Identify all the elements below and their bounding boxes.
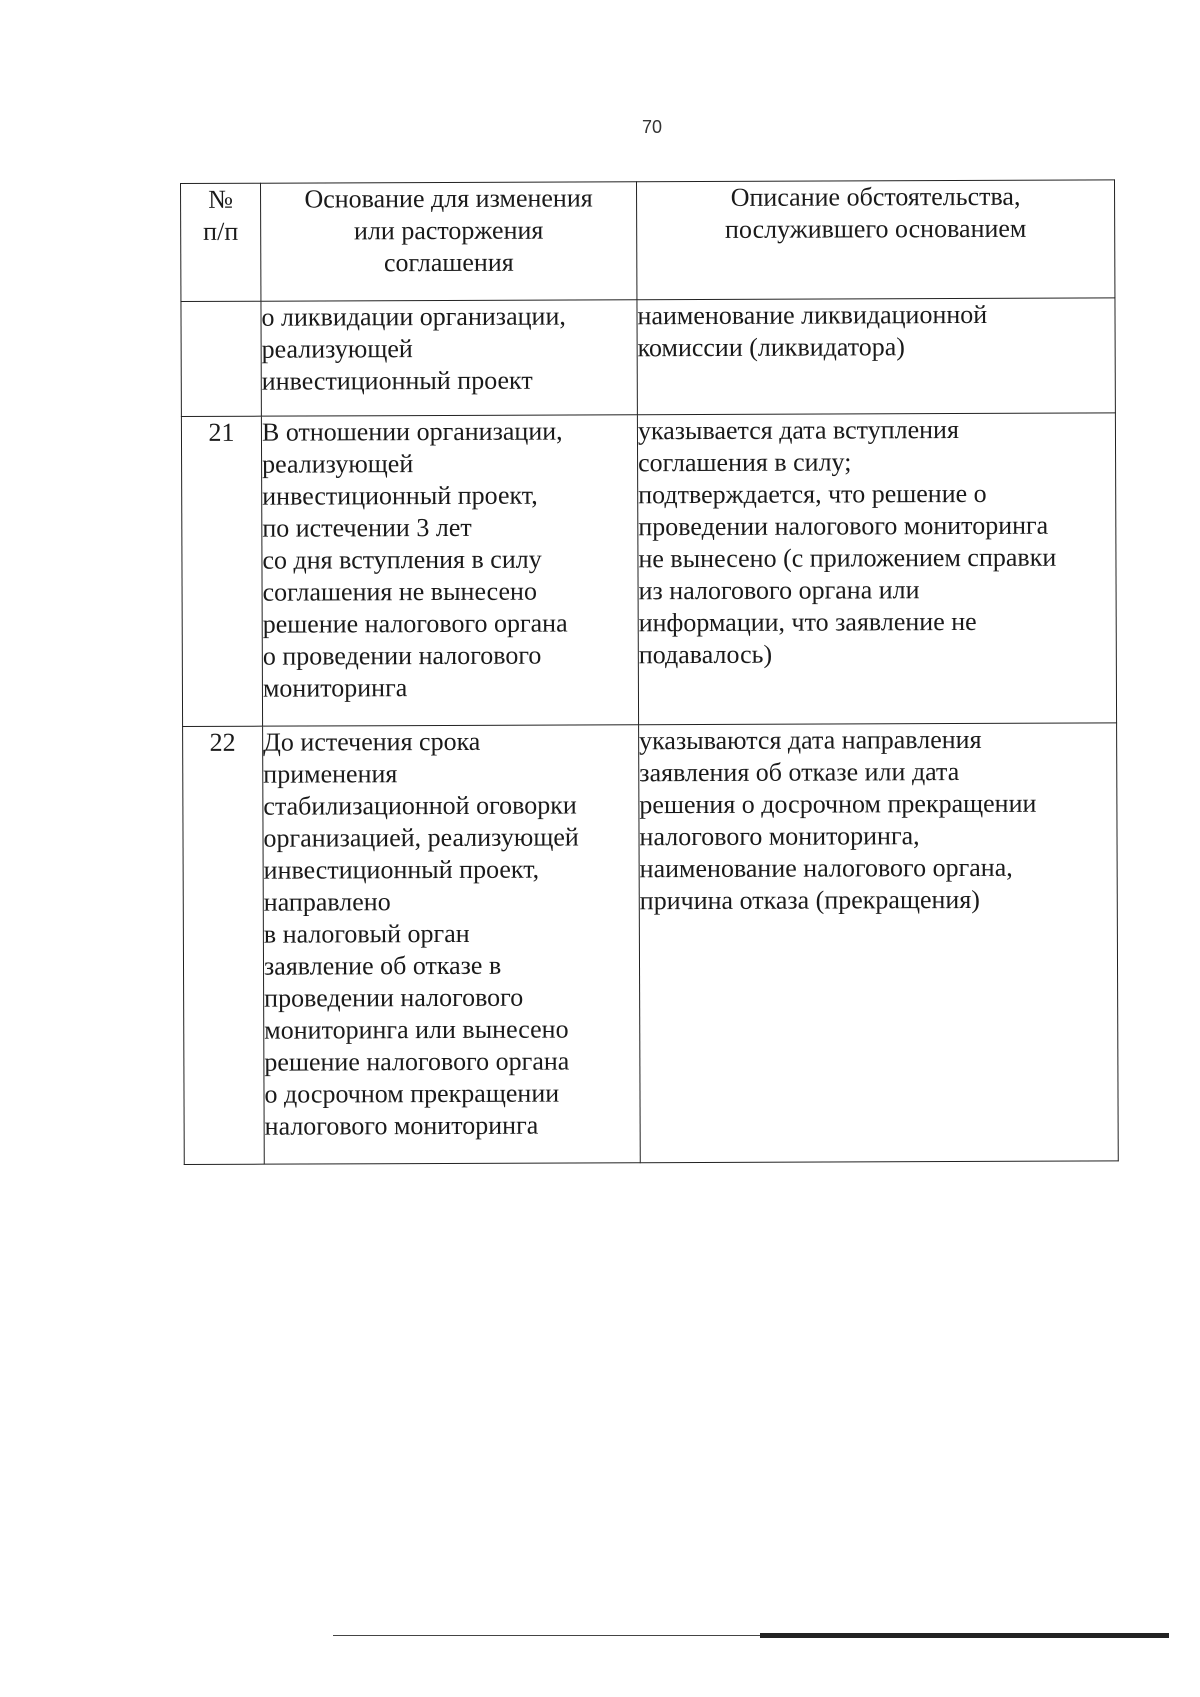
description-line: соглашения в силу;	[638, 447, 852, 478]
header-basis-line: соглашения	[383, 247, 514, 278]
description-line: указываются дата направления	[639, 724, 982, 756]
basis-line: инвестиционный проект,	[262, 480, 538, 511]
basis-line: реализующей	[262, 449, 414, 479]
description-line: указывается дата вступления	[637, 415, 959, 446]
basis-line: налогового мониторинга	[264, 1110, 539, 1141]
description-line: налогового мониторинга,	[639, 821, 920, 852]
row-description	[637, 413, 1116, 725]
basis-line: заявление об отказе в	[263, 950, 502, 981]
basis-line: мониторинга или вынесено	[264, 1014, 569, 1045]
description-line: подавалось)	[638, 639, 773, 670]
description-line: наименование ликвидационной	[637, 299, 988, 331]
description-line: комиссии (ликвидатора)	[637, 332, 905, 363]
header-num	[181, 183, 261, 301]
footer-divider-thick	[760, 1633, 1169, 1638]
basis-line: До истечения срока	[263, 726, 481, 757]
grounds-table	[180, 179, 1119, 1165]
description-line: не вынесено (с приложением справки	[638, 542, 1057, 574]
basis-line: о ликвидации организации,	[261, 301, 566, 332]
table-header-row	[181, 180, 1115, 302]
header-basis-line: или расторжения	[353, 215, 544, 246]
table-row	[181, 298, 1115, 417]
row-basis	[261, 415, 638, 726]
basis-line: проведении налогового	[264, 982, 524, 1013]
basis-line: реализующей	[261, 334, 413, 364]
table-row	[181, 413, 1116, 727]
row-num	[181, 301, 261, 416]
basis-line: решение налогового органа	[264, 1046, 570, 1077]
basis-line: со дня вступления в силу	[262, 544, 542, 575]
basis-line: о досрочном прекращении	[264, 1078, 560, 1109]
basis-line: применения	[263, 759, 398, 789]
header-num-line: п/п	[203, 216, 239, 246]
page-number: 70	[642, 117, 663, 137]
description-line: решения о досрочном прекращении	[639, 788, 1037, 820]
header-basis	[261, 182, 637, 301]
header-basis-line: Основание для изменения	[304, 183, 593, 214]
row-basis	[263, 725, 641, 1164]
description-line: наименование налогового органа,	[639, 852, 1013, 884]
basis-line: инвестиционный проект,	[263, 854, 540, 885]
basis-line: о проведении налогового	[262, 640, 542, 671]
description-line: причина отказа (прекращения)	[639, 884, 980, 916]
description-line: информации, что заявление не	[638, 606, 977, 638]
description-line: подтверждается, что решение о	[638, 478, 987, 510]
header-description-line: послужившего основанием	[724, 213, 1027, 244]
description-line: проведении налогового мониторинга	[638, 510, 1049, 542]
row-description	[637, 298, 1115, 415]
row-num: 21	[181, 416, 262, 726]
basis-line: в налоговый орган	[263, 918, 470, 949]
basis-line: организацией, реализующей	[263, 822, 579, 853]
basis-line: соглашения не вынесено	[262, 576, 537, 607]
basis-line: инвестиционный проект	[261, 365, 533, 396]
table-row	[183, 723, 1119, 1165]
header-description-line: Описание обстоятельства,	[730, 181, 1021, 212]
basis-line: В отношении организации,	[261, 416, 563, 447]
basis-line: стабилизационной оговорки	[263, 790, 577, 821]
header-num-line: №	[208, 184, 234, 214]
row-num: 22	[183, 726, 265, 1164]
row-description	[639, 723, 1119, 1163]
basis-line: по истечении 3 лет	[262, 512, 472, 543]
basis-line: решение налогового органа	[262, 608, 568, 639]
row-basis	[261, 300, 637, 416]
description-line: заявления об отказе или дата	[639, 757, 960, 788]
header-description	[636, 180, 1114, 300]
description-line: из налогового органа или	[638, 575, 920, 606]
basis-line: направлено	[263, 887, 391, 917]
basis-line: мониторинга	[262, 673, 408, 703]
